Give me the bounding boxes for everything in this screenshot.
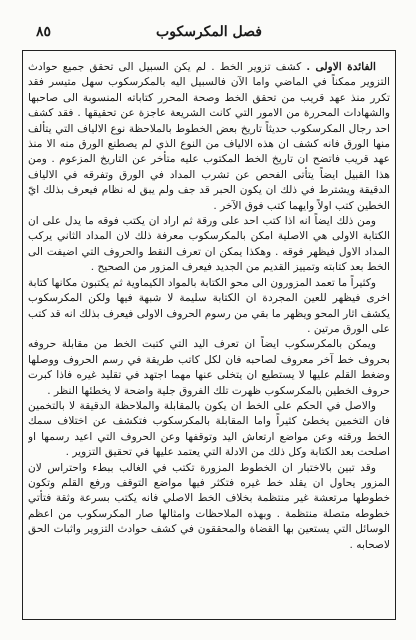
page-header — [22, 16, 396, 50]
paragraph: ويمكن بالمكرسكوب ايضاً ان تعرف اليد التي كتبت الخط من مقابلة حروفه بحروف خط آخر معروف لصاحبه فان لكل كاتب طريقة في رسم الحروف ووصلها وضغط القلم عليها لا يستطيع ان يتخلى عنها مهما اجتهد في تقليد غيره فاذا كبرت حروف الخطين بالمكرسكوب ظهرت تلك الفروق جلية واضحة لا يخطئها النظر . — [28, 338, 390, 397]
body-text — [28, 60, 390, 612]
paragraph — [28, 60, 390, 214]
paragraph: وقد تبين بالاختبار ان الخطوط المزورة تكتب في الغالب ببطء واحتراس لان المزور يحاول ان يقلد خط غيره فتكثر فيها مواضع التوقف ورفع القلم وتكون خطوطها مرتعشة غير منتظمة بخلاف الخط الاصلي فانه يكتب بسرعة وثقة فتأتي خطوطه متصلة منتظمة . وبهذه الملاحظات وامثالها صار المكرسكوب من اعظم الوسائل التي يستعين بها القضاة والمحققون في كشف حوادث التزوير واثبات الحق لاصحابه . — [28, 461, 390, 551]
page-number: ٨٥ — [36, 24, 52, 40]
paragraph: والاصل في الحكم على الخط ان يكون بالمقابلة والملاحظة الدقيقة لا بالتخمين فان التخمين يخطئ كثيراً واما المقابلة بالمكرسكوب فتكشف عن اختلاف سمك الخط ورقته وعن مواضع ارتعاش اليد وتوقفها وعن الحروف التي اعيد رسمها او اصلحت بعد الكتابة وكل ذلك من الادلة التي يعتمد عليها في تحقيق التزوير . — [28, 399, 390, 459]
paragraph: ومن ذلك ايضاً انه اذا كتب احد على ورقة ثم اراد ان يكتب فوقه ما يدل على ان الكتابة الاولى هي الاصلية امكن بالمكرسكوب معرفة ذلك لان المداد الثاني يركب المداد الاول فيظهر فوقه . وهكذا يمكن ان تعرف النقط والحروف التي اضيفت الى الخط بعد كتابته وتمييز القديم من الجديد فيعرف المزور من الصحيح . — [28, 215, 390, 274]
section-lead: الفائدة الاولى . — [306, 61, 376, 73]
paragraph-text: كشف تزوير الخط . لم يكن السبيل الى تحقق جميع حوادث التزوير ممكناً في الماضي واما الآن فالسبيل اليه بالمكرسكوب سهل متيسر فقد تكرر منذ عهد قريب من تحقق الخط وصحة المحرر كتاباته المنسوبة الى صاحبها والشهادات المحررة من الامور التي كانت الشريعة عاجزة عن تحقيقها . فقد كشف احد رجال المكرسكوب حديثاً تاريخ بعض الخطوط بالملاحظة نوع الالياف التي يتألف منها الورق فانه كشف ان هذه الالياف من النوع الذي لم يصطنع الورق منه الا منذ عهد قريب فاتضح ان تاريخ الخط المكتوب عليه متأخر عن التاريخ المزعوم . ومن هذا القبيل ايضاً يتأتى الفحص عن تشرب المداد في الورق وتفرقه في الالياف الدقيقة ويشترط في ذلك ان يكون الحبر قد جف ولم يبق له نظام فيعرف بذلك ايّ الخطين كتب اولاً وايهما كتب فوق الآخر . — [28, 61, 390, 212]
running-title: فصل المكرسكوب — [156, 24, 262, 40]
paragraph: وكثيراً ما تعمد المزورون الى محو الكتابة بالمواد الكيماوية ثم يكتبون مكانها كتابة اخرى فيظهر للعين المجردة ان الكتابة سليمة لا شبهة فيها ولكن المكرسكوب يكشف اثار المحو ويظهر ما بقي من رسوم الحروف الاولى فيعرف بذلك انه قد كتب على الورق مرتين . — [28, 276, 390, 335]
